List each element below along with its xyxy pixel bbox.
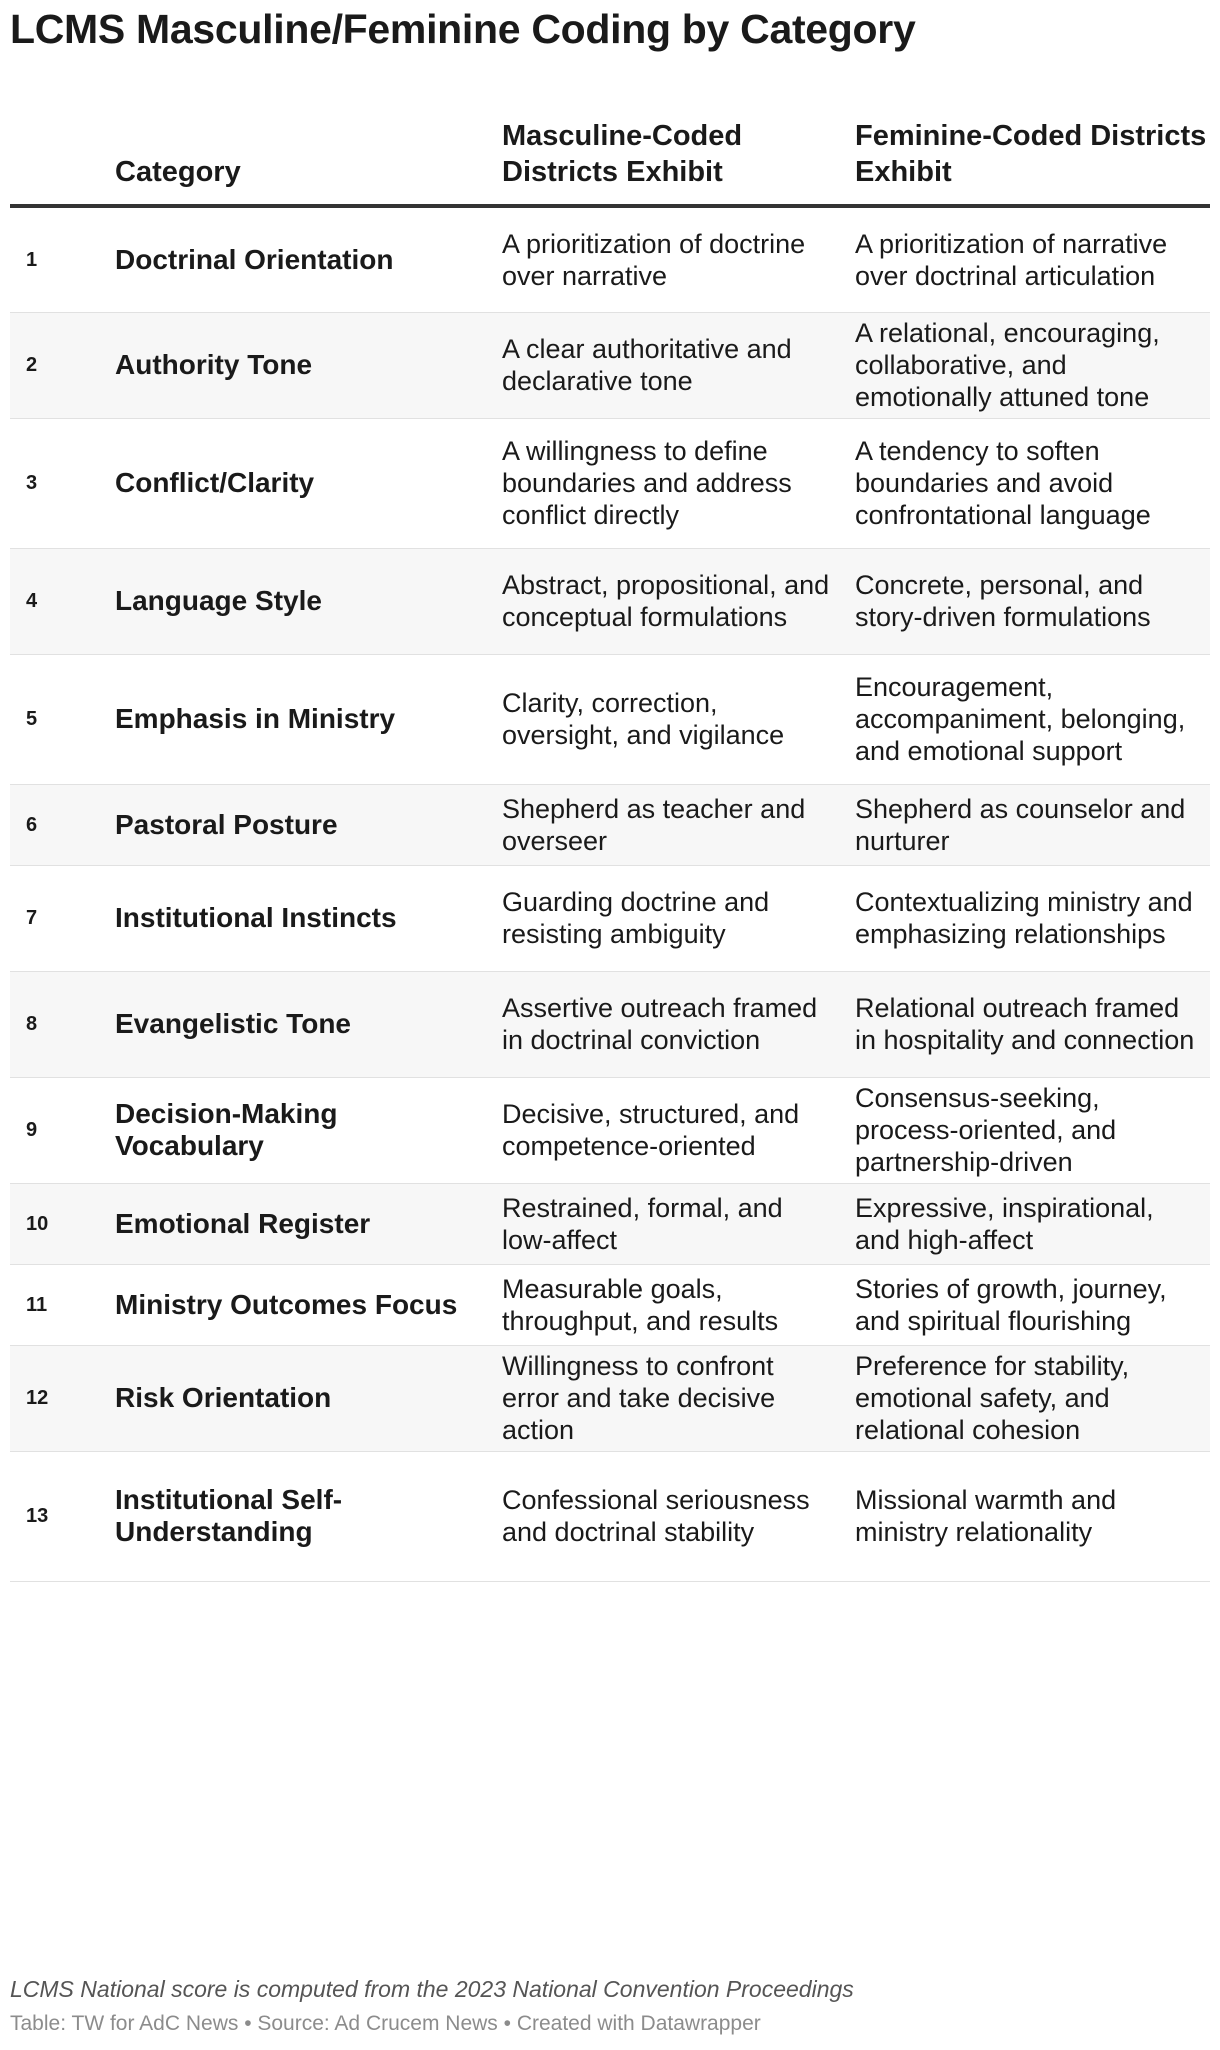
row-feminine-trait: A relational, encouraging, collaborative, and emotionally attuned tone bbox=[855, 312, 1210, 418]
row-masculine-trait: Shepherd as teacher and overseer bbox=[502, 784, 855, 865]
row-masculine-trait: Guarding doctrine and resisting ambiguity bbox=[502, 865, 855, 971]
table-row bbox=[10, 206, 1210, 312]
row-category: Risk Orientation bbox=[115, 1345, 502, 1451]
row-number: 9 bbox=[10, 1077, 115, 1183]
row-category: Conflict/Clarity bbox=[115, 418, 502, 548]
row-number: 4 bbox=[10, 548, 115, 654]
coding-table bbox=[10, 104, 1210, 1582]
table-row bbox=[10, 1345, 1210, 1451]
table-row bbox=[10, 1264, 1210, 1345]
row-number: 12 bbox=[10, 1345, 115, 1451]
row-category: Language Style bbox=[115, 548, 502, 654]
row-feminine-trait: Preference for stability, emotional safety, and relational cohesion bbox=[855, 1345, 1210, 1451]
row-number: 10 bbox=[10, 1183, 115, 1264]
table-credit: Table: TW for AdC News • Source: Ad Crucem News • Created with Datawrapper bbox=[10, 2012, 761, 2035]
row-category: Institutional Instincts bbox=[115, 865, 502, 971]
table-row bbox=[10, 548, 1210, 654]
row-feminine-trait: Concrete, personal, and story-driven formulations bbox=[855, 548, 1210, 654]
row-masculine-trait: A clear authoritative and declarative tone bbox=[502, 312, 855, 418]
table-row bbox=[10, 418, 1210, 548]
table-row bbox=[10, 971, 1210, 1077]
row-category: Authority Tone bbox=[115, 312, 502, 418]
row-feminine-trait: Encouragement, accompaniment, belonging, and emotional support bbox=[855, 654, 1210, 784]
row-category: Emotional Register bbox=[115, 1183, 502, 1264]
row-feminine-trait: Stories of growth, journey, and spiritual flourishing bbox=[855, 1264, 1210, 1345]
table-notes: LCMS National score is computed from the 2023 National Convention Proceedings bbox=[10, 1976, 854, 2002]
row-masculine-trait: Confessional seriousness and doctrinal stability bbox=[502, 1451, 855, 1581]
row-masculine-trait: A prioritization of doctrine over narrative bbox=[502, 206, 855, 312]
row-number: 6 bbox=[10, 784, 115, 865]
table-row bbox=[10, 784, 1210, 865]
table-body bbox=[10, 206, 1210, 1581]
table-row bbox=[10, 1077, 1210, 1183]
row-number: 8 bbox=[10, 971, 115, 1077]
row-number: 2 bbox=[10, 312, 115, 418]
row-feminine-trait: Missional warmth and ministry relationality bbox=[855, 1451, 1210, 1581]
row-category: Doctrinal Orientation bbox=[115, 206, 502, 312]
row-masculine-trait: Assertive outreach framed in doctrinal conviction bbox=[502, 971, 855, 1077]
column-header-feminine: Feminine-Coded Districts Exhibit bbox=[855, 104, 1210, 206]
row-number: 11 bbox=[10, 1264, 115, 1345]
row-number: 3 bbox=[10, 418, 115, 548]
column-header-category: Category bbox=[115, 104, 502, 206]
row-feminine-trait: Consensus-seeking, process-oriented, and partnership-driven bbox=[855, 1077, 1210, 1183]
row-number: 7 bbox=[10, 865, 115, 971]
row-masculine-trait: Willingness to confront error and take decisive action bbox=[502, 1345, 855, 1451]
row-feminine-trait: A tendency to soften boundaries and avoid confrontational language bbox=[855, 418, 1210, 548]
row-category: Institutional Self-Understanding bbox=[115, 1451, 502, 1581]
row-number: 1 bbox=[10, 206, 115, 312]
table-row bbox=[10, 654, 1210, 784]
row-masculine-trait: A willingness to define boundaries and address conflict directly bbox=[502, 418, 855, 548]
row-category: Emphasis in Ministry bbox=[115, 654, 502, 784]
table-header-row bbox=[10, 104, 1210, 206]
row-feminine-trait: Relational outreach framed in hospitality and connection bbox=[855, 971, 1210, 1077]
chart-title: LCMS Masculine/Feminine Coding by Category bbox=[10, 6, 916, 52]
row-feminine-trait: Shepherd as counselor and nurturer bbox=[855, 784, 1210, 865]
row-number: 13 bbox=[10, 1451, 115, 1581]
row-category: Evangelistic Tone bbox=[115, 971, 502, 1077]
row-category: Pastoral Posture bbox=[115, 784, 502, 865]
table-row bbox=[10, 865, 1210, 971]
table-row bbox=[10, 1183, 1210, 1264]
row-feminine-trait: A prioritization of narrative over doctrinal articulation bbox=[855, 206, 1210, 312]
table-row bbox=[10, 1451, 1210, 1581]
row-masculine-trait: Restrained, formal, and low-affect bbox=[502, 1183, 855, 1264]
column-header-number bbox=[10, 104, 115, 206]
row-number: 5 bbox=[10, 654, 115, 784]
row-feminine-trait: Expressive, inspirational, and high-affect bbox=[855, 1183, 1210, 1264]
column-header-masculine: Masculine-Coded Districts Exhibit bbox=[502, 104, 855, 206]
row-category: Ministry Outcomes Focus bbox=[115, 1264, 502, 1345]
row-masculine-trait: Decisive, structured, and competence-oriented bbox=[502, 1077, 855, 1183]
row-masculine-trait: Clarity, correction, oversight, and vigilance bbox=[502, 654, 855, 784]
table-row bbox=[10, 312, 1210, 418]
row-masculine-trait: Abstract, propositional, and conceptual formulations bbox=[502, 548, 855, 654]
row-masculine-trait: Measurable goals, throughput, and results bbox=[502, 1264, 855, 1345]
row-feminine-trait: Contextualizing ministry and emphasizing relationships bbox=[855, 865, 1210, 971]
row-category: Decision-Making Vocabulary bbox=[115, 1077, 502, 1183]
